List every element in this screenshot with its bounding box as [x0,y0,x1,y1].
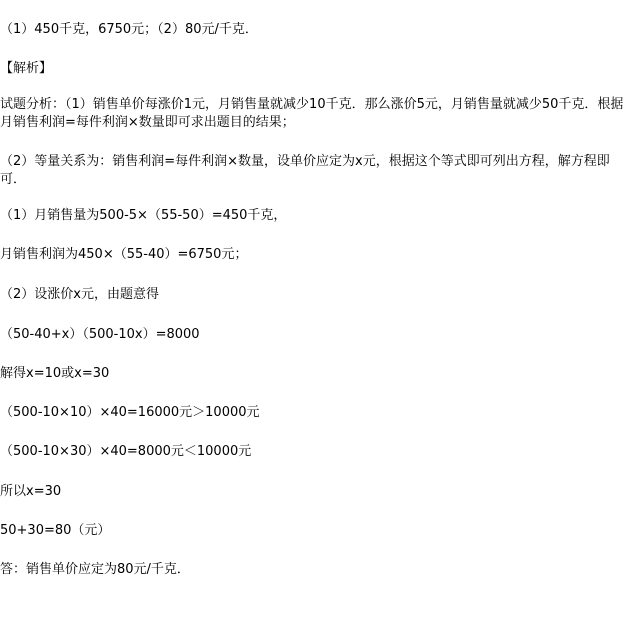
analysis-paragraph-1: 试题分析：（1）销售单价每涨价1元，月销售量就减少10千克．那么涨价5元，月销售量就减少50千克．根据月销售利润=每件利润×数量即可求出题目的结果； [0,97,624,130]
equation-line: （50-40+x）（500-10x）=8000 [0,327,200,342]
solution-line-2: 月销售利润为450×（55-40）=6750元； [0,247,248,262]
analysis-paragraph-2: （2）等量关系为：销售利润=每件利润×数量，设单价应定为x元，根据这个等式即可列出方程，解方程即可． [0,154,610,187]
final-answer-line: 答：销售单价应定为80元/千克． [0,562,190,577]
price-calc-line: 50+30=80（元） [0,523,111,538]
roots-line: 解得x=10或x=30 [0,366,110,381]
solution-line-1: （1）月销售量为500-5×（55-50）=450千克， [0,208,287,223]
check-line-2: （500-10×30）×40=8000元＜10000元 [0,444,252,459]
solution-line-3: （2）设涨价x元，由题意得 [0,287,159,302]
answer-line: （1）450千克，6750元；（2）80元/千克． [0,22,258,37]
conclusion-line: 所以x=30 [0,484,62,499]
analysis-header: 【解析】 [0,61,53,76]
check-line-1: （500-10×10）×40=16000元＞10000元 [0,405,260,420]
